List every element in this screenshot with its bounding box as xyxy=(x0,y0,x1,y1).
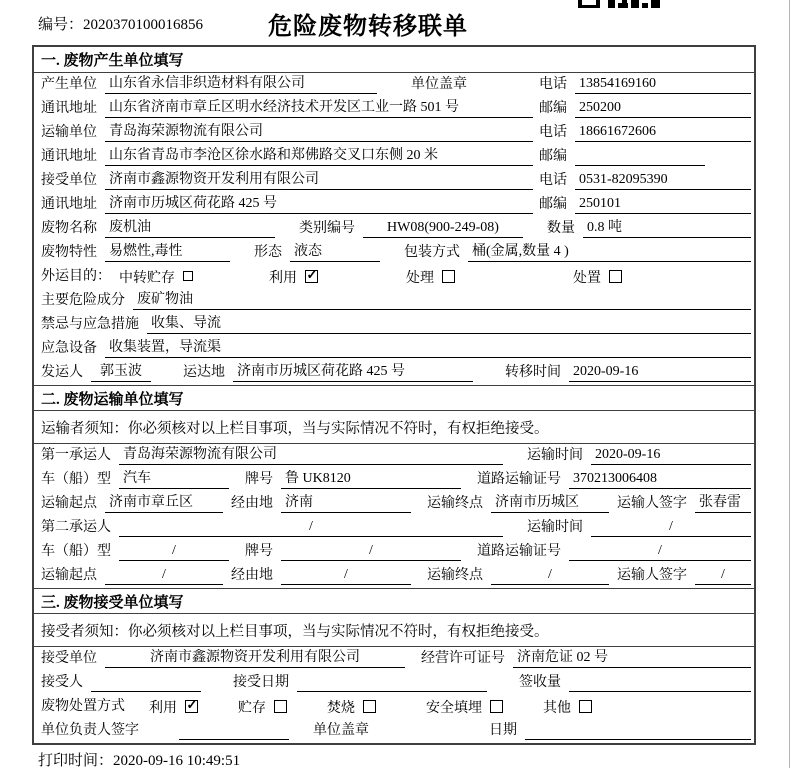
carrier1-row xyxy=(34,444,754,468)
qty-value: 0.8 吨 xyxy=(583,219,751,238)
phone-label: 电话 xyxy=(539,125,567,140)
option-label: 利用 xyxy=(269,271,297,286)
serial-label: 编号： xyxy=(38,17,84,33)
purpose-option-dispose xyxy=(573,267,622,287)
producer-label: 产生单位 xyxy=(41,77,97,92)
transporter-phone-value: 18661672606 xyxy=(575,123,751,142)
form-label: 形态 xyxy=(254,245,282,260)
phone-label: 电话 xyxy=(539,173,567,188)
receiver-zip-value: 250101 xyxy=(575,195,751,214)
producer-phone-col xyxy=(539,75,751,94)
vehicle-type-label: 车（船）型 xyxy=(41,472,111,487)
waste-traits-value: 易燃性,毒性 xyxy=(105,243,230,262)
acceptor-value xyxy=(91,673,201,692)
address-label: 通讯地址 xyxy=(41,101,97,116)
section3-notice: 接受者须知：你必须核对以上栏目事项，当与实际情况不符时，有权拒绝接受。 xyxy=(34,614,754,647)
road-license-value: 370213006408 xyxy=(569,470,751,489)
route2-row xyxy=(34,564,754,588)
dispatch-row xyxy=(34,361,754,385)
responsible-sign-value xyxy=(179,721,289,740)
date-value xyxy=(525,721,751,740)
dispatcher-value: 郭玉波 xyxy=(91,363,151,382)
option-label: 安全填埋 xyxy=(426,701,482,716)
route-end-label: 运输终点 xyxy=(427,568,483,583)
carrier2-value: / xyxy=(119,518,503,537)
receiver-zip-col xyxy=(539,195,751,214)
category-value: HW08(900-249-08) xyxy=(363,219,523,238)
address-label: 通讯地址 xyxy=(41,197,97,212)
qr-code-fragment xyxy=(578,0,660,9)
disposal-option-other xyxy=(543,697,592,717)
route-start-label: 运输起点 xyxy=(41,496,97,511)
transfer-form-table xyxy=(32,45,756,745)
carrier2-row xyxy=(34,516,754,540)
carrier-sign-value: / xyxy=(695,566,751,585)
destination-label: 运达地 xyxy=(183,365,225,380)
receiver-value: 济南市鑫源物资开发利用有限公司 xyxy=(105,171,533,190)
packing-value: 桶(金属,数量 4 ) xyxy=(468,243,751,262)
receive-unit-value: 济南市鑫源物资开发利用有限公司 xyxy=(105,649,405,668)
option-label: 处理 xyxy=(406,271,434,286)
road-license-label: 道路运输证号 xyxy=(477,472,561,487)
producer-zip-value: 250200 xyxy=(575,99,751,118)
via-label: 经由地 xyxy=(231,496,273,511)
section1-header: 一. 废物产生单位填写 xyxy=(34,47,754,73)
receiver-address-value: 济南市历城区荷花路 425 号 xyxy=(105,195,533,214)
checkbox-landfill xyxy=(490,700,503,713)
checkbox-other xyxy=(579,700,592,713)
emergency-equipment-row xyxy=(34,337,754,361)
page-title: 危险废物转移联单 xyxy=(268,14,468,40)
emergency-measures-value: 收集、导流 xyxy=(147,315,751,334)
via-label: 经由地 xyxy=(231,568,273,583)
producer-zip-col xyxy=(539,99,751,118)
destination-value: 济南市历城区荷花路 425 号 xyxy=(233,363,473,382)
transport-time-label: 运输时间 xyxy=(527,448,583,463)
carrier-sign-label: 运输人签字 xyxy=(617,496,687,511)
vehicle-type-value: / xyxy=(119,542,229,561)
transport-time-value: / xyxy=(591,518,751,537)
producer-address-row xyxy=(34,97,754,121)
disposal-option-store xyxy=(238,697,287,717)
waste-name-value: 废机油 xyxy=(105,219,275,238)
producer-phone-value: 13854169160 xyxy=(575,75,751,94)
checkbox-incinerate xyxy=(363,700,376,713)
option-label: 其他 xyxy=(543,701,571,716)
serial-value: 2020370100016856 xyxy=(83,17,204,33)
purpose-option-storage xyxy=(119,267,193,287)
date-label: 日期 xyxy=(489,723,517,738)
print-time-line xyxy=(38,749,240,768)
producer-value: 山东省永信非织造材料有限公司 xyxy=(105,75,377,94)
accept-date-value xyxy=(297,673,487,692)
receiver-row xyxy=(34,169,754,193)
carrier-sign-value: 张春雷 xyxy=(695,494,751,513)
transporter-row xyxy=(34,121,754,145)
receive-unit-label: 接受单位 xyxy=(41,651,97,666)
transfer-time-value: 2020-09-16 xyxy=(569,363,751,382)
option-label: 利用 xyxy=(149,701,177,716)
transporter-address-row xyxy=(34,145,754,169)
signed-qty-value xyxy=(569,673,751,692)
option-label: 中转贮存 xyxy=(119,271,175,286)
receive-unit-row xyxy=(34,647,754,671)
plate-value: / xyxy=(281,542,461,561)
print-time-label: 打印时间： xyxy=(38,753,114,768)
page-edge-line xyxy=(789,0,790,768)
producer-address-value: 山东省济南市章丘区明水经济技术开发区工业一路 501 号 xyxy=(105,99,533,118)
waste-name-label: 废物名称 xyxy=(41,221,97,236)
option-label: 处置 xyxy=(573,271,601,286)
disposal-row xyxy=(34,695,754,719)
zip-label: 邮编 xyxy=(539,149,567,164)
zip-label: 邮编 xyxy=(539,197,567,212)
category-label: 类别编号 xyxy=(299,221,355,236)
checkbox-treat xyxy=(442,270,455,283)
purpose-option-use xyxy=(269,267,318,287)
receiver-address-row xyxy=(34,193,754,217)
section2-header: 二. 废物运输单位填写 xyxy=(34,385,754,411)
transporter-address-value: 山东省青岛市李沧区徐水路和郑佛路交叉口东侧 20 米 xyxy=(105,147,533,166)
receiver-phone-value: 0531-82095390 xyxy=(575,171,751,190)
address-label: 通讯地址 xyxy=(41,149,97,164)
plate-value: 鲁 UK8120 xyxy=(281,470,461,489)
route-start-value: / xyxy=(105,566,223,585)
receiver-label: 接受单位 xyxy=(41,173,97,188)
vehicle-type-value: 汽车 xyxy=(119,470,229,489)
qty-label: 数量 xyxy=(547,221,575,236)
option-label: 贮存 xyxy=(238,701,266,716)
transfer-time-label: 转移时间 xyxy=(505,365,561,380)
transporter-address-left xyxy=(41,147,533,166)
checkbox-use xyxy=(305,266,318,283)
vehicle2-row xyxy=(34,540,754,564)
form-value: 液态 xyxy=(290,243,380,262)
seal-label: 单位盖章 xyxy=(411,77,467,92)
emergency-equipment-label: 应急设备 xyxy=(41,341,97,356)
checkbox-storage xyxy=(183,271,193,281)
receiver-address-left xyxy=(41,195,533,214)
road-license-value: / xyxy=(569,542,751,561)
disposal-option-incinerate xyxy=(327,697,376,717)
signature-row xyxy=(34,719,754,743)
phone-label: 电话 xyxy=(539,77,567,92)
disposal-option-use xyxy=(149,697,198,717)
route-end-value: 济南市历城区 xyxy=(491,494,609,513)
checkmark: ✓ xyxy=(306,266,318,282)
purpose-option-treat xyxy=(406,267,455,287)
checkbox-dispose xyxy=(609,270,622,283)
section3-header: 三. 废物接受单位填写 xyxy=(34,588,754,614)
zip-label: 邮编 xyxy=(539,101,567,116)
emergency-equipment-value: 收集装置，导流渠 xyxy=(105,339,751,358)
road-license-label: 道路运输证号 xyxy=(477,544,561,559)
disposal-option-landfill xyxy=(426,697,503,717)
transporter-left xyxy=(41,123,533,142)
dispatch-label: 发运人 xyxy=(41,365,83,380)
purpose-row xyxy=(34,265,754,289)
carrier-sign-label: 运输人签字 xyxy=(617,568,687,583)
waste-traits-label: 废物特性 xyxy=(41,245,97,260)
checkmark: ✓ xyxy=(186,696,198,712)
plate-label: 牌号 xyxy=(245,544,273,559)
main-hazard-value: 废矿物油 xyxy=(133,291,751,310)
transporter-phone-col xyxy=(539,123,751,142)
checkbox-store xyxy=(274,700,287,713)
acceptor-row xyxy=(34,671,754,695)
operating-license-value: 济南危证 02 号 xyxy=(513,649,751,668)
transporter-label: 运输单位 xyxy=(41,125,97,140)
waste-traits-row xyxy=(34,241,754,265)
route-start-label: 运输起点 xyxy=(41,568,97,583)
via-value: 济南 xyxy=(281,494,411,513)
print-time-value: 2020-09-16 10:49:51 xyxy=(113,753,241,768)
transporter-zip-col xyxy=(539,147,751,166)
main-hazard-row xyxy=(34,289,754,313)
transporter-value: 青岛海荣源物流有限公司 xyxy=(105,123,533,142)
option-label: 焚烧 xyxy=(327,701,355,716)
carrier1-label: 第一承运人 xyxy=(41,448,111,463)
emergency-measures-label: 禁忌与应急措施 xyxy=(41,317,139,332)
route1-row xyxy=(34,492,754,516)
carrier1-value: 青岛海荣源物流有限公司 xyxy=(119,446,503,465)
acceptor-label: 接受人 xyxy=(41,675,83,690)
carrier2-label: 第二承运人 xyxy=(41,520,111,535)
responsible-sign-label: 单位负责人签字 xyxy=(41,723,139,738)
receiver-phone-col xyxy=(539,171,751,190)
operating-license-label: 经营许可证号 xyxy=(421,651,505,666)
route-start-value: 济南市章丘区 xyxy=(105,494,223,513)
main-hazard-label: 主要危险成分 xyxy=(41,293,125,308)
receiver-left xyxy=(41,171,533,190)
vehicle-type-label: 车（船）型 xyxy=(41,544,111,559)
transport-time-label: 运输时间 xyxy=(527,520,583,535)
section2-notice: 运输者须知：你必须核对以上栏目事项，当与实际情况不符时，有权拒绝接受。 xyxy=(34,411,754,444)
route-end-label: 运输终点 xyxy=(427,496,483,511)
plate-label: 牌号 xyxy=(245,472,273,487)
producer-row xyxy=(34,73,754,97)
waste-name-row xyxy=(34,217,754,241)
vehicle1-row xyxy=(34,468,754,492)
emergency-measures-row xyxy=(34,313,754,337)
checkbox-use xyxy=(185,696,198,713)
transport-time-value: 2020-09-16 xyxy=(591,446,751,465)
disposal-label: 废物处置方式 xyxy=(41,699,125,714)
unit-seal-label: 单位盖章 xyxy=(313,723,369,738)
producer-left xyxy=(41,75,533,94)
packing-label: 包装方式 xyxy=(404,245,460,260)
accept-date-label: 接受日期 xyxy=(233,675,289,690)
transporter-zip-value xyxy=(575,147,705,166)
via-value: / xyxy=(281,566,411,585)
producer-address-left xyxy=(41,99,533,118)
purpose-label: 外运目的： xyxy=(41,269,111,284)
route-end-value: / xyxy=(491,566,609,585)
signed-qty-label: 签收量 xyxy=(519,675,561,690)
